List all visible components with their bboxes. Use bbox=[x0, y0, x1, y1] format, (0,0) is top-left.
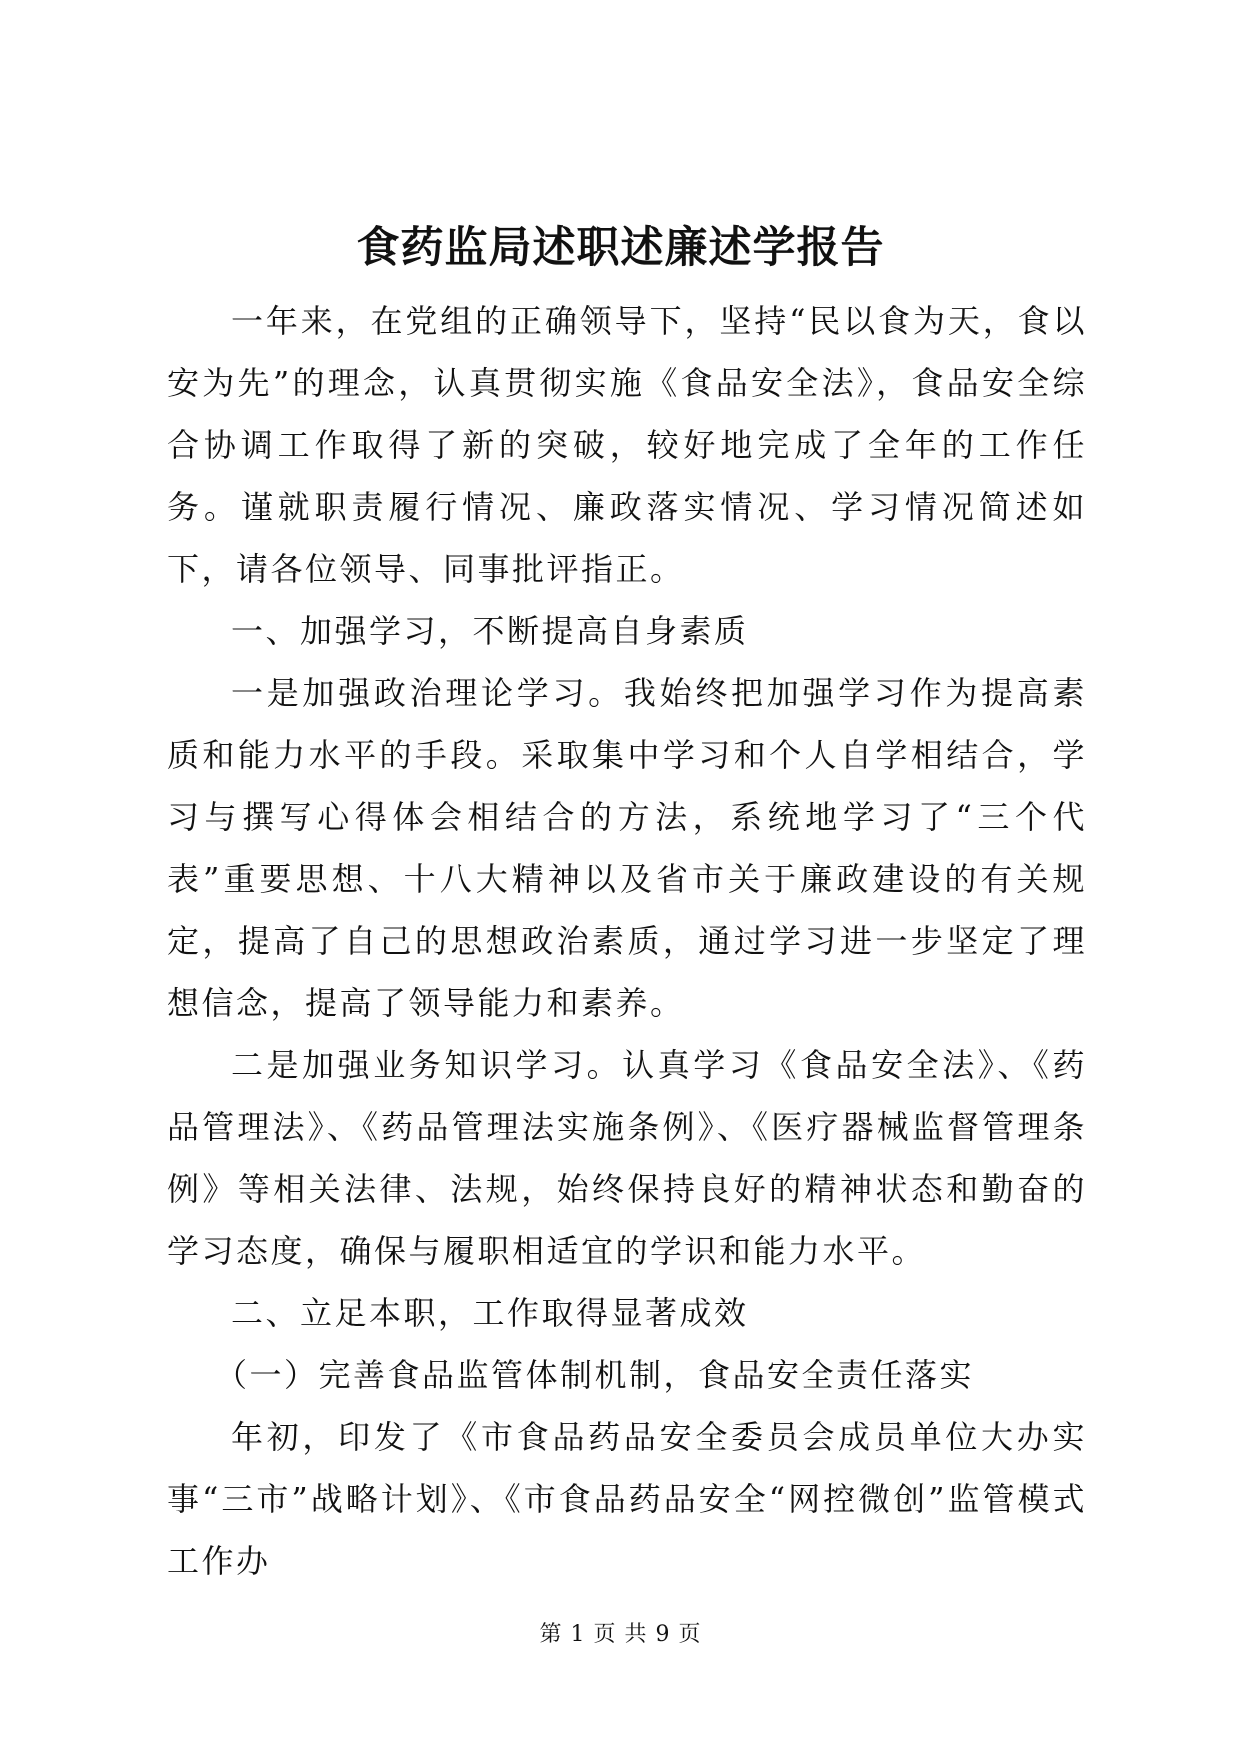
page-footer: 第 1 页 共 9 页 bbox=[539, 1622, 702, 1647]
document-title: 食药监局述职述廉述学报告 bbox=[356, 223, 885, 273]
subsection-heading-1: （一）完善食品监管体制机制，食品安全责任落实 bbox=[215, 1356, 975, 1394]
intro-paragraph: 一年来，在党组的正确领导下，坚持“民以食为天，食以安为先”的理念，认真贯彻实施《食品安全法》，食品安全综合协调工作取得了新的突破，较好地完成了全年的工作任务。谨就职责履行情况、廉政落实情况、学习情况简述如下，请各位领导、同事批评指正。 bbox=[167, 302, 1087, 588]
section-heading-2: 二、立足本职，工作取得显著成效 bbox=[231, 1294, 749, 1332]
paragraph-business-study: 二是加强业务知识学习。认真学习《食品安全法》、《药品管理法》、《药品管理法实施条例》、《医疗器械监督管理条例》等相关法律、法规，始终保持良好的精神状态和勤奋的学习态度，确保与履职相适宜的学识和能力水平。 bbox=[167, 1046, 1087, 1270]
document-body bbox=[167, 290, 1087, 1592]
paragraph-early-year: 年初，印发了《市食品药品安全委员会成员单位大办实事“三市”战略计划》、《市食品药品安全“网控微创”监管模式工作办 bbox=[167, 1418, 1087, 1580]
section-heading-1: 一、加强学习，不断提高自身素质 bbox=[231, 612, 749, 650]
paragraph-political-study: 一是加强政治理论学习。我始终把加强学习作为提高素质和能力水平的手段。采取集中学习和个人自学相结合，学习与撰写心得体会相结合的方法，系统地学习了“三个代表”重要思想、十八大精神以及省市关于廉政建设的有关规定，提高了自己的思想政治素质，通过学习进一步坚定了理想信念，提高了领导能力和素养。 bbox=[167, 674, 1087, 1022]
